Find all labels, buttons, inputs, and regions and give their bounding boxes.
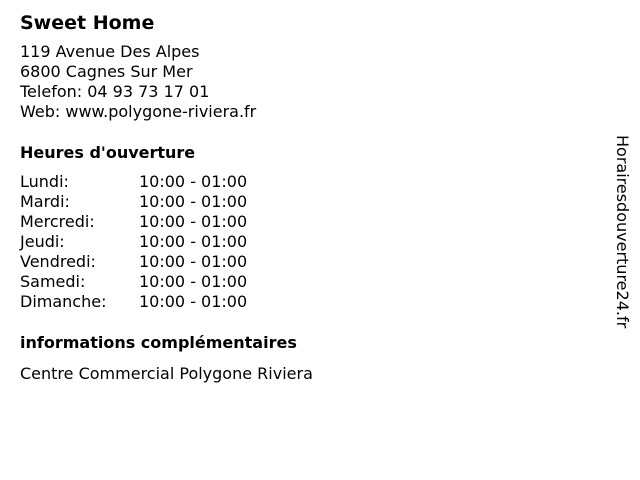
hours-time: 10:00 - 01:00 [139, 212, 248, 231]
hours-time: 10:00 - 01:00 [139, 232, 248, 251]
hours-time: 10:00 - 01:00 [139, 292, 248, 311]
hours-time: 10:00 - 01:00 [139, 172, 248, 191]
hours-row-tuesday [20, 192, 590, 212]
address-street: 119 Avenue Des Alpes [20, 42, 200, 61]
extra-info-text: Centre Commercial Polygone Riviera [20, 364, 313, 383]
hours-day: Mercredi: [20, 212, 95, 231]
store-website: Web: www.polygone-riviera.fr [20, 102, 257, 121]
hours-day: Vendredi: [20, 252, 96, 271]
hours-day: Lundi: [20, 172, 69, 191]
hours-day: Mardi: [20, 192, 70, 211]
hours-day: Samedi: [20, 272, 86, 291]
hours-time: 10:00 - 01:00 [139, 272, 248, 291]
hours-table [20, 172, 590, 312]
hours-time: 10:00 - 01:00 [139, 192, 248, 211]
store-card [20, 10, 590, 384]
hours-time: 10:00 - 01:00 [139, 252, 248, 271]
hours-row-friday [20, 252, 590, 272]
extra-info-heading: informations complémentaires [20, 333, 297, 352]
watermark-text: Horairesdouverture24.fr [613, 135, 632, 329]
hours-row-sunday [20, 292, 590, 312]
hours-row-wednesday [20, 212, 590, 232]
store-phone: Telefon: 04 93 73 17 01 [20, 82, 210, 101]
hours-row-thursday [20, 232, 590, 252]
hours-day: Dimanche: [20, 292, 107, 311]
hours-day: Jeudi: [20, 232, 65, 251]
hours-heading: Heures d'ouverture [20, 143, 196, 162]
address-city: 6800 Cagnes Sur Mer [20, 62, 193, 81]
hours-row-saturday [20, 272, 590, 292]
store-address [20, 42, 590, 122]
hours-row-monday [20, 172, 590, 192]
site-watermark [612, 135, 634, 345]
store-name: Sweet Home [20, 12, 155, 34]
